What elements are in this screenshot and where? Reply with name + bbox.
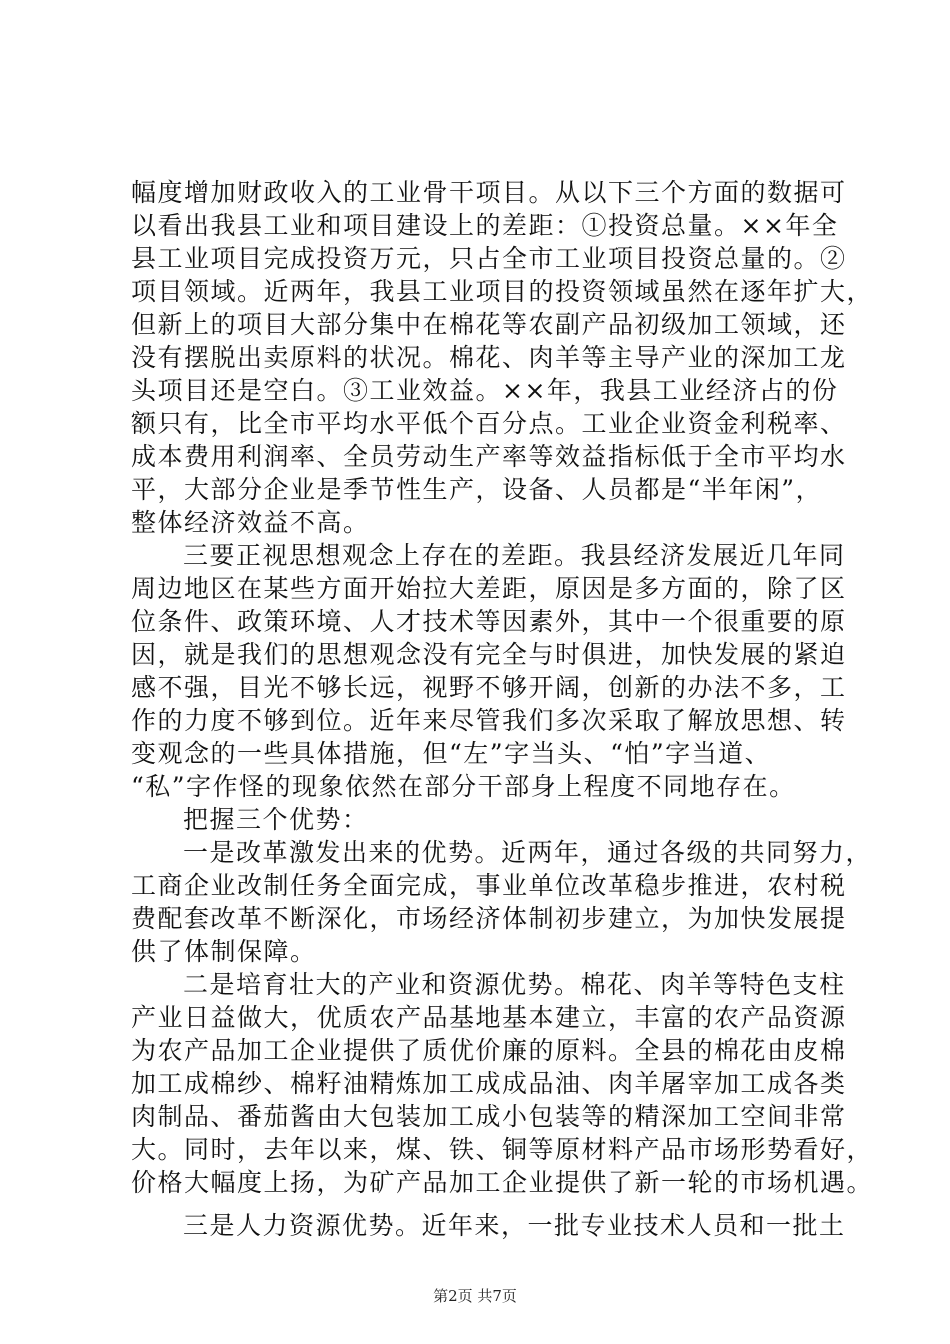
paragraph-spacer: [131, 1199, 831, 1209]
text-line: 整体经济效益不高。: [131, 508, 370, 537]
text-line: 大。同时，去年以来，煤、铁、铜等原材料产品市场形势看好，: [131, 1135, 874, 1164]
text-line: 工商企业改制任务全面完成，事业单位改革稳步推进，农村税: [131, 871, 847, 900]
text-line: 位条件、政策环境、人才技术等因素外，其中一个很重要的原: [131, 607, 847, 636]
text-line: 项目领域。近两年，我县工业项目的投资领域虽然在逐年扩大，: [131, 277, 874, 306]
text-line: 肉制品、番茄酱由大包装加工成小包装等的精深加工空间非常: [131, 1102, 847, 1131]
section-heading: 把握三个优势：: [183, 805, 369, 834]
text-line: 产业日益做大，优质农产品基地基本建立，丰富的农产品资源: [131, 1003, 847, 1032]
text-line: 平，大部分企业是季节性生产，设备、人员都是“半年闲”，: [131, 475, 823, 504]
paragraph-start-line: 二是培育壮大的产业和资源优势。棉花、肉羊等特色支柱: [183, 970, 846, 999]
page-number: 第2页 共7页: [433, 1287, 517, 1305]
text-line: 感不强，目光不够长远，视野不够开阔，创新的办法不多，工: [131, 673, 847, 702]
paragraph-start-line: 三是人力资源优势。近年来，一批专业技术人员和一批土: [183, 1211, 846, 1240]
paragraph-start-line: 三要正视思想观念上存在的差距。我县经济发展近几年同: [183, 541, 846, 570]
text-line: 作的力度不够到位。近年来尽管我们多次采取了解放思想、转: [131, 706, 847, 735]
text-line: 价格大幅度上扬，为矿产品加工企业提供了新一轮的市场机遇。: [131, 1168, 874, 1197]
text-line: 幅度增加财政收入的工业骨干项目。从以下三个方面的数据可: [131, 178, 847, 207]
text-line: 头项目还是空白。③工业效益。××年，我县工业经济占的份: [131, 376, 839, 405]
text-line: 额只有，比全市平均水平低个百分点。工业企业资金利税率、: [131, 409, 847, 438]
page-footer: [0, 1285, 950, 1306]
text-line: 变观念的一些具体措施，但“左”字当头、“怕”字当道、: [131, 739, 772, 768]
text-line: 县工业项目完成投资万元，只占全市工业项目投资总量的。②: [131, 244, 847, 273]
text-line: 加工成棉纱、棉籽油精炼加工成成品油、肉羊屠宰加工成各类: [131, 1069, 847, 1098]
text-line: 以看出我县工业和项目建设上的差距：①投资总量。××年全: [131, 211, 839, 240]
text-line: 为农产品加工企业提供了质优价廉的原料。全县的棉花由皮棉: [131, 1036, 847, 1065]
text-line: 因，就是我们的思想观念没有完全与时俱进，加快发展的紧迫: [131, 640, 847, 669]
text-line: 费配套改革不断深化，市场经济体制初步建立，为加快发展提: [131, 904, 847, 933]
text-line: 供了体制保障。: [131, 937, 317, 966]
text-line: 成本费用利润率、全员劳动生产率等效益指标低于全市平均水: [131, 442, 847, 471]
paragraph-start-line: 一是改革激发出来的优势。近两年，通过各级的共同努力，: [183, 838, 873, 867]
text-line: “私”字作怪的现象依然在部分干部身上程度不同地存在。: [131, 772, 796, 801]
body-text: [131, 176, 874, 1242]
text-line: 没有摆脱出卖原料的状况。棉花、肉羊等主导产业的深加工龙: [131, 343, 847, 372]
text-line: 周边地区在某些方面开始拉大差距，原因是多方面的，除了区: [131, 574, 847, 603]
text-line: 但新上的项目大部分集中在棉花等农副产品初级加工领域，还: [131, 310, 847, 339]
